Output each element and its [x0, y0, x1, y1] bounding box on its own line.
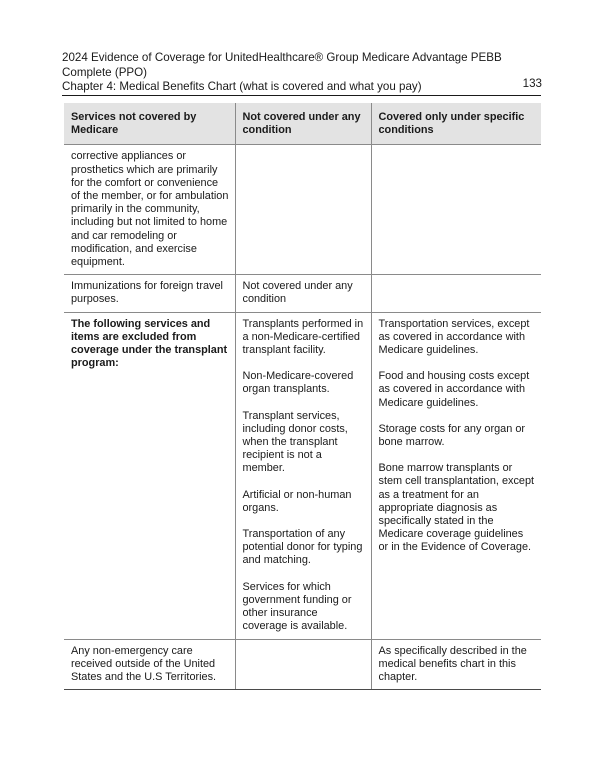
specific-conditions-cell: As specifically described in the medical benefits chart in this chapter. [371, 639, 541, 690]
service-cell: Any non-emergency care received outside of the United States and the U.S Territories. [64, 639, 235, 690]
page-number: 133 [522, 77, 542, 90]
specific-condition-item: Storage costs for any organ or bone marrow. [378, 422, 525, 449]
not-covered-item: Transplants performed in a non-Medicare-certified transplant facility. [242, 317, 364, 357]
document-title: 2024 Evidence of Coverage for UnitedHealthcare® Group Medicare Advantage PEBB Complete (PPO) [62, 51, 502, 79]
page-header [62, 51, 542, 95]
specific-conditions-cell [371, 312, 541, 639]
not-covered-item: Artificial or non-human organs. [242, 488, 352, 514]
table-row [64, 145, 541, 275]
specific-conditions-cell [371, 275, 541, 312]
not-covered-cell [235, 145, 371, 275]
not-covered-item: Transplant services, including donor costs, when the transplant recipient is not a member. [242, 409, 348, 475]
not-covered-item: Transportation of any potential donor for typing and matching. [242, 528, 363, 567]
table-row [64, 639, 541, 690]
not-covered-cell: Not covered under any condition [235, 275, 371, 312]
column-header-covered-specific-conditions: Covered only under specific conditions [371, 103, 541, 145]
service-cell: corrective appliances or prosthetics which are primarily for the comfort or convenience of the member, or for ambulation primarily in the community, including but not limited to home and car remodeling or modification, and exercise equipment. [64, 145, 235, 275]
table-header-row [64, 103, 541, 145]
table-row [64, 275, 541, 312]
specific-conditions-cell [371, 145, 541, 275]
service-cell: The following services and items are excluded from coverage under the transplant program: [64, 312, 235, 639]
column-header-services-not-covered: Services not covered by Medicare [64, 103, 235, 145]
header-divider [62, 95, 541, 96]
specific-condition-item: Transportation services, except as covered in accordance with Medicare guidelines. [378, 317, 530, 357]
table-row [64, 312, 541, 639]
not-covered-item: Services for which government funding or other insurance coverage is available. [242, 580, 352, 633]
not-covered-item: Non-Medicare-covered organ transplants. [242, 370, 354, 396]
service-cell: Immunizations for foreign travel purposes. [64, 275, 235, 312]
column-header-not-covered-any-condition: Not covered under any condition [235, 103, 371, 145]
specific-condition-item: Food and housing costs except as covered in accordance with Medicare guidelines. [378, 370, 530, 409]
not-covered-cell [235, 312, 371, 639]
specific-condition-item: Bone marrow transplants or stem cell transplantation, except as a treatment for an appropriate diagnosis as specifically stated in the Medicare coverage guidelines or in the Evidence of Coverage. [378, 462, 535, 554]
benefits-table [64, 103, 541, 690]
not-covered-cell [235, 639, 371, 690]
chapter-title: Chapter 4: Medical Benefits Chart (what is covered and what you pay) [62, 80, 422, 94]
